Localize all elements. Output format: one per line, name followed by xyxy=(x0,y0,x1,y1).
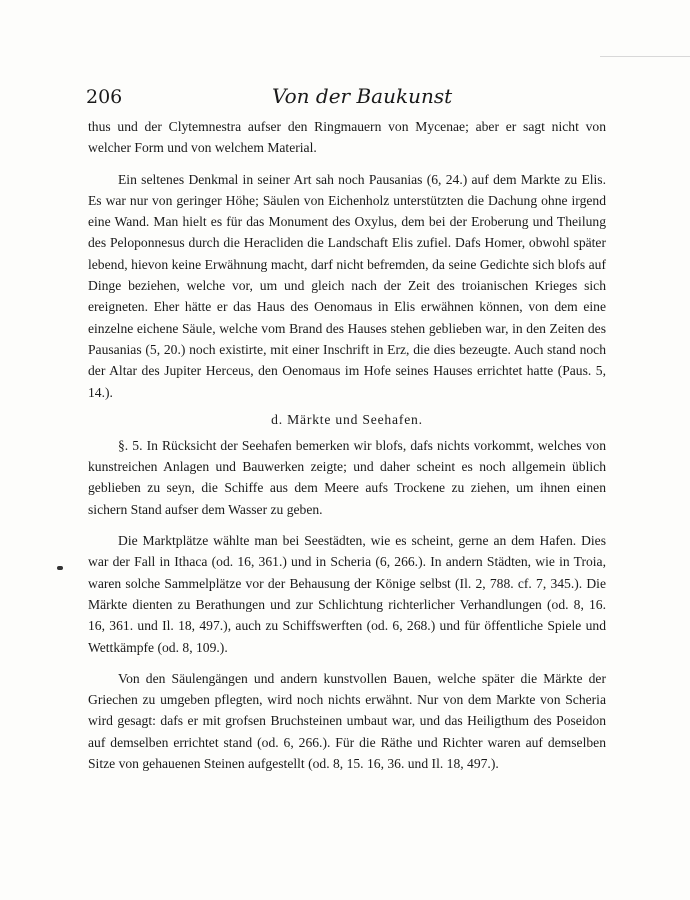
page-number: 206 xyxy=(86,86,123,108)
paragraph-marktplaetze: Die Marktplätze wählte man bei Seestädten, wie es scheint, gerne an dem Hafen. Dies war der Fall in Ithaca (od. 16, 361.) und in Scheria (6, 266.). In andern Städten, wie in Troia, waren solche Sammelplätze vor der Behausung der Könige selbst (Il. 2, 788. cf. 7, 345.). Die Märkte dienten zu Berathungen und zur Schlichtung richterlicher Verhandlungen (od. 8, 16. 16, 361. und Il. 18, 497.), auch zu Schiffswerften (od. 6, 268.) und für öffentliche Spiele und Wettkämpfe (od. 8, 109.). xyxy=(88,533,606,655)
running-title: Von der Baukunst xyxy=(272,84,453,108)
paragraph-seehafen: §. 5. In Rücksicht der Seehafen bemerken wir blofs, dafs nichts vorkommt, welches von kunstreichen Anlagen und Bauwerken zeigte; und daher scheint es noch allgemein üblich geblieben zu seyn, die Schiffe aus dem Meere aufs Trockene zu ziehen, um ihnen einen sichern Stand aufser dem Wasser zu geben. xyxy=(88,437,606,517)
margin-mark xyxy=(57,566,63,570)
adjacent-page-bleed xyxy=(600,56,690,57)
section-heading: d. Märkte und Seehafen. xyxy=(271,411,423,427)
body-text xyxy=(88,116,606,774)
paragraph-continuation: thus und der Clytemnestra aufser den Ringmauern von Mycenae; aber er sagt nicht von welcher Form und von welchem Material. xyxy=(88,119,606,156)
paragraph-saeulengaenge: Von den Säulengängen und andern kunstvollen Bauen, welche später die Märkte der Griechen zu umgeben pflegten, wird noch nichts erwähnt. Nur von dem Markte von Scheria wird gesagt: dafs er mit grofsen Bruchsteinen umbaut war, und das Heiligthum des Poseidon auf demselben errichtet stand (od. 6, 266.). Für die Räthe und Richter waren auf demselben Sitze von gehauenen Steinen aufgestellt (od. 8, 15. 16, 36. und Il. 18, 497.). xyxy=(88,670,606,772)
page-header xyxy=(86,84,606,112)
paragraph-denkmal: Ein seltenes Denkmal in seiner Art sah noch Pausanias (6, 24.) auf dem Markte zu Elis. Es war nur von geringer Höhe; Säulen von Eichenholz unterstützten die Dachung ohne irgend eine Wand. Man hielt es für das Monument des Oxylus, dem bei der Eroberung und Theilung des Peloponnesus durch die Heracliden die Landschaft Elis zufiel. Dafs Homer, obwohl später lebend, hievon keine Erwähnung macht, darf nicht befremden, da seine Gedichte sich blofs auf Dinge beziehen, welche vor, um und gleich nach der Zeit des troianischen Krieges sich ereigneten. Eher hätte er das Haus des Oenomaus in Elis erwähnen können, von dem eine einzelne eichene Säule, welche vom Brand des Hauses stehen geblieben war, in den Zeiten des Pausanias (5, 20.) noch existirte, mit einer Inschrift in Erz, die dies bezeugte. Auch stand noch der Altar des Jupiter Herceus, den Oenomaus im Hofe seines Hauses errichtet hatte (Paus. 5, 14.). xyxy=(88,171,606,400)
